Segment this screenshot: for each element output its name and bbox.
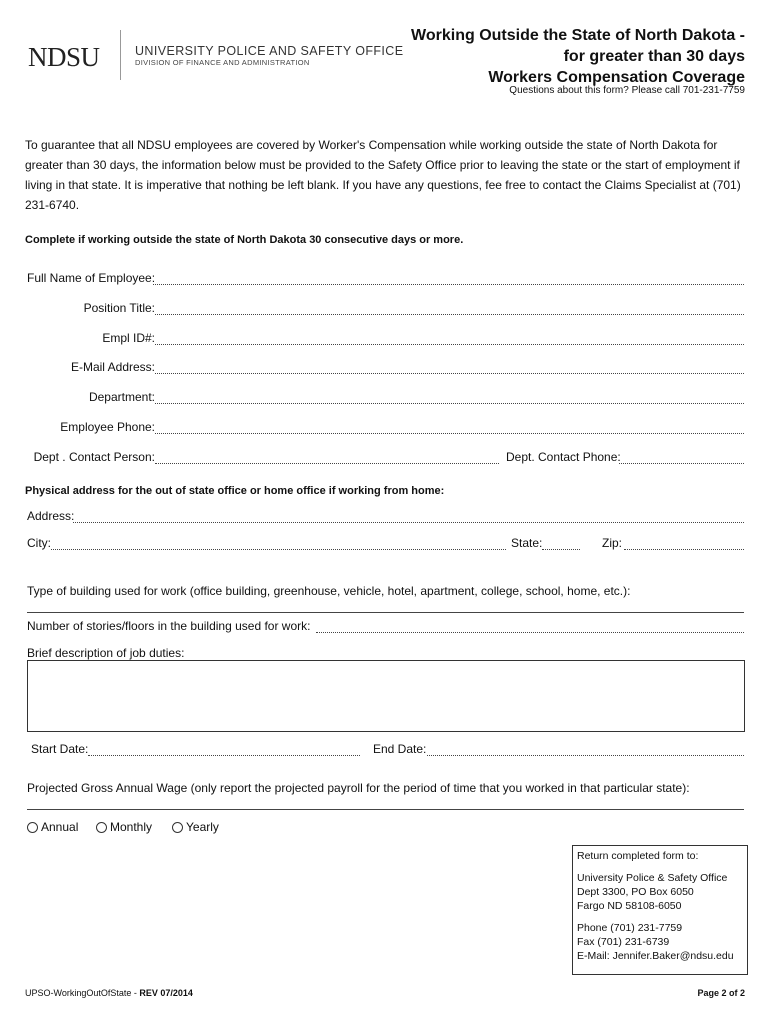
employee-phone-field[interactable] [155,433,744,434]
state-label: State: [511,536,543,550]
end-date-field[interactable] [427,755,744,756]
department-field[interactable] [155,403,744,404]
radio-monthly-label: Monthly [110,820,153,834]
footer-revision: REV 07/2014 [139,988,193,998]
radio-yearly[interactable] [172,820,219,834]
building-type-field[interactable] [27,612,744,613]
end-date-label: End Date: [373,742,427,756]
state-field[interactable] [542,549,580,550]
dept-title: UNIVERSITY POLICE AND SAFETY OFFICE [135,44,404,58]
logo-divider [120,30,121,80]
stories-label: Number of stories/floors in the building used for work: [27,619,311,633]
radio-circle-icon[interactable] [27,822,38,833]
questions-contact: Questions about this form? Please call 701-231-7759 [509,85,745,96]
return-address-line1: University Police & Safety Office [577,872,728,884]
city-field[interactable] [51,549,506,550]
job-duties-textarea[interactable] [27,660,745,732]
intro-paragraph: To guarantee that all NDSU employees are covered by Worker's Compensation while working outside the state of North Dakota for greater than 30 days, the information below must be provided to the Safety Office prior to leaving the state or the start of employment if living in that state. It is imperative that nothing be left blank. If you have any questions, fee free to contact the Claims Specialist at (701) 231-6740. [25,138,741,212]
ndsu-logo: NDSU [28,42,100,72]
contact-phone-label: Dept. Contact Phone: [506,450,621,464]
start-date-label: Start Date: [31,742,89,756]
dept-subtitle: DIVISION OF FINANCE AND ADMINISTRATION [135,58,310,67]
employee-phone-label: Employee Phone: [60,420,155,434]
instruction-text: Complete if working outside the state of North Dakota 30 consecutive days or more. [25,234,464,246]
contact-person-field[interactable] [155,463,499,464]
address-field[interactable] [73,522,744,523]
return-phone: Phone (701) 231-7759 [577,922,683,934]
wage-field[interactable] [27,809,744,810]
full-name-label: Full Name of Employee: [27,271,156,285]
empl-id-label: Empl ID#: [102,331,155,345]
address-heading: Physical address for the out of state office or home office if working from home: [25,485,445,497]
return-info-box [572,845,748,975]
radio-annual[interactable] [27,820,78,834]
return-email: E-Mail: Jennifer.Baker@ndsu.edu [577,950,734,962]
title-line-3: Workers Compensation Coverage [488,69,745,86]
page-number: Page 2 of 2 [697,988,745,998]
department-label: Department: [88,390,155,404]
empl-id-field[interactable] [155,344,744,345]
radio-circle-icon[interactable] [96,822,107,833]
zip-field[interactable] [624,549,744,550]
title-line-2: for greater than 30 days [563,48,745,65]
radio-monthly[interactable] [96,820,152,834]
email-field[interactable] [155,373,744,374]
job-duties-label: Brief description of job duties: [27,646,185,660]
position-title-field[interactable] [155,314,744,315]
stories-field[interactable] [316,632,744,633]
radio-circle-icon[interactable] [172,822,183,833]
address-label: Address: [27,509,75,523]
form-title [411,25,745,88]
footer-form-name: UPSO-WorkingOutOfState - [25,988,140,998]
title-line-1: Working Outside the State of North Dakota - [411,27,745,44]
return-heading: Return completed form to: [577,850,699,862]
return-address-line3: Fargo ND 58108-6050 [577,900,682,912]
radio-yearly-label: Yearly [186,820,219,834]
building-type-label: Type of building used for work (office building, greenhouse, vehicle, hotel, apartment, college, school, home, etc.): [27,584,631,598]
zip-label: Zip: [602,536,623,550]
start-date-field[interactable] [88,755,360,756]
position-title-label: Position Title: [83,301,155,315]
return-fax: Fax (701) 231-6739 [577,936,670,948]
full-name-field[interactable] [153,284,744,285]
return-address-line2: Dept 3300, PO Box 6050 [577,886,694,898]
footer-form-id [25,988,193,998]
contact-phone-field[interactable] [619,463,744,464]
wage-label: Projected Gross Annual Wage (only report the projected payroll for the period of time that you worked in that particular state): [27,781,690,795]
city-label: City: [27,536,51,550]
contact-person-label: Dept . Contact Person: [33,450,155,464]
email-label: E-Mail Address: [70,360,155,374]
radio-annual-label: Annual [41,820,79,834]
